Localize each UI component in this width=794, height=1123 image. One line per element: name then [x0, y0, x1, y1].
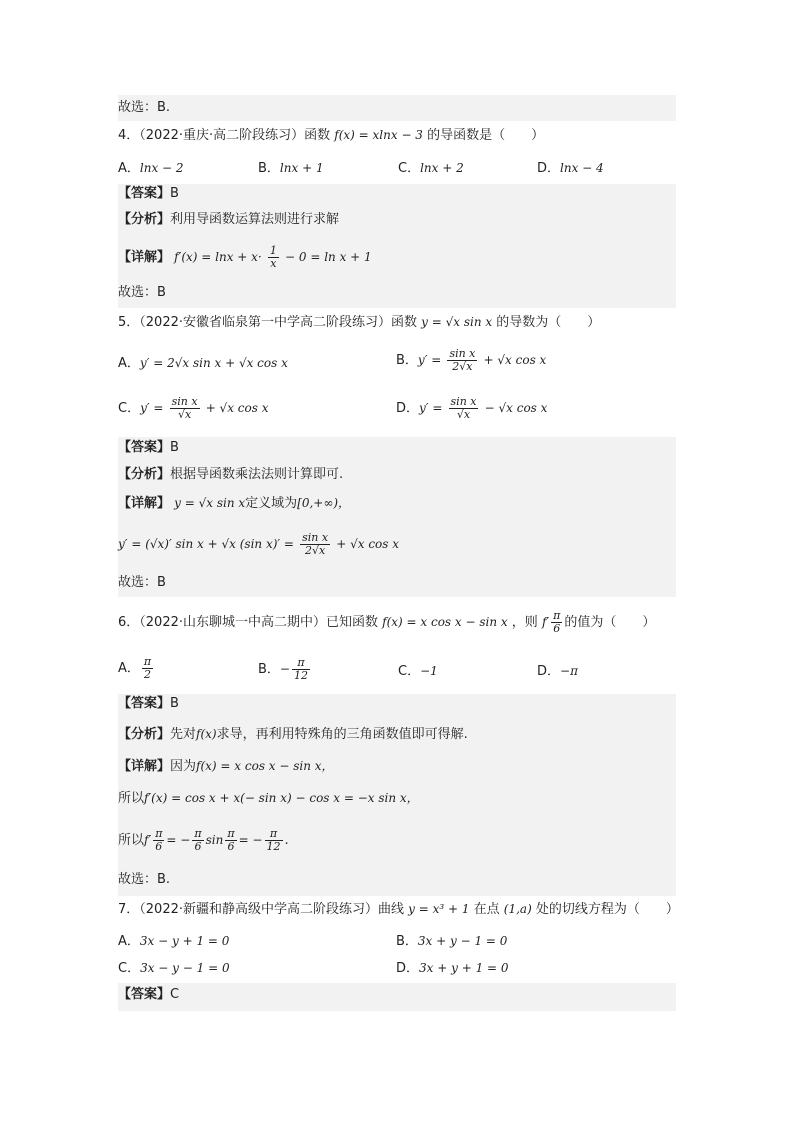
fraction: [153, 828, 164, 853]
option-value: y′ =: [140, 401, 164, 415]
q7-option-c: [118, 957, 230, 976]
option-label: D．: [537, 161, 561, 176]
option-value: + √x cos x: [205, 401, 269, 415]
detail-math: [0,+∞)，: [297, 496, 351, 510]
denominator: 2√x: [452, 360, 473, 373]
q6-choose: [118, 871, 676, 889]
option-label: C．: [118, 401, 141, 416]
point-expr: (1,a): [503, 902, 532, 916]
q5-choose: [118, 574, 676, 592]
q6-option-c: [398, 660, 438, 679]
option-label: A．: [118, 161, 140, 176]
option-label: C．: [398, 664, 421, 679]
q7-stem: [118, 900, 679, 919]
question-text: 的导数为（ ）: [496, 315, 601, 330]
option-label: B．: [396, 934, 418, 949]
q4-analysis: [118, 211, 676, 229]
q7-option-a: [118, 930, 229, 949]
option-value: 3x + y − 1 = 0: [417, 934, 508, 948]
analysis-tag: 【分析】: [118, 727, 171, 742]
detail-text: 定义域为: [245, 496, 298, 511]
numerator: π: [265, 828, 283, 841]
fraction: [300, 532, 330, 557]
option-value: −: [279, 662, 290, 676]
answer-value: C: [170, 987, 180, 1002]
fraction: [142, 656, 153, 681]
q5-option-d: [396, 391, 547, 426]
option-label: A．: [118, 356, 140, 371]
conclusion-text: 故选：B: [118, 575, 166, 590]
analysis-tag: 【分析】: [118, 467, 171, 482]
function-expr: y = √x sin x: [421, 315, 493, 329]
q5-analysis: [118, 466, 676, 484]
option-value: lnx + 1: [279, 161, 324, 175]
denominator: 6: [194, 840, 202, 853]
option-value: lnx − 4: [560, 161, 604, 175]
question-text: 的值为（ ）: [564, 615, 656, 630]
denominator: 12: [293, 669, 308, 682]
detail-text: .: [284, 833, 289, 848]
detail-text: 因为: [170, 759, 197, 774]
answer-tag: 【答案】: [118, 987, 171, 1002]
detail-math: = −: [166, 833, 191, 847]
option-value: 3x − y + 1 = 0: [139, 934, 230, 948]
fraction: [265, 828, 283, 853]
option-value: −1: [420, 664, 438, 678]
analysis-tag: 【分析】: [118, 212, 171, 227]
option-value: lnx + 2: [420, 161, 464, 175]
denominator: √x: [456, 408, 471, 421]
question-text: 处的切线方程为（ ）: [535, 902, 679, 917]
question-text: 6．（2022·山东聊城一中高二期中）已知函数: [118, 615, 378, 630]
numerator: sin x: [449, 347, 476, 360]
function-expr: f(x) = x cos x − sin x: [382, 615, 508, 629]
q7-answer: [118, 983, 676, 1011]
question-text: 的导函数是（ ）: [427, 128, 545, 143]
detail-math: y′ = (√x)′ sin x + √x (sin x)′ =: [118, 537, 294, 551]
q6-option-b: [258, 652, 312, 687]
numerator: π: [227, 827, 235, 840]
option-label: B．: [258, 161, 280, 176]
question-text: ，则: [511, 615, 538, 630]
q5-option-b: [396, 343, 546, 378]
option-value: + √x cos x: [483, 353, 547, 367]
conclusion-text: 故选：B: [118, 285, 166, 300]
q6-answer: [118, 695, 676, 713]
q6-stem: [118, 604, 676, 640]
denominator: √x: [177, 408, 192, 421]
q5-detail-2: [118, 526, 676, 562]
question-text: 7．（2022·新疆和静高级中学高二阶段练习）曲线: [118, 902, 404, 917]
detail-math: + √x cos x: [336, 537, 400, 551]
q5-option-a: [118, 352, 288, 371]
q4-choose: [118, 284, 676, 302]
question-text: 5．（2022·安徽省临泉第一中学高二阶段练习）函数: [118, 315, 417, 330]
numerator: π: [292, 657, 310, 670]
detail-math: f′(x) = cos x + x(− sin x) − cos x = −x sin x，: [144, 791, 419, 805]
detail-math: f′: [144, 833, 152, 847]
option-label: D．: [396, 961, 420, 976]
numerator: π: [194, 827, 202, 840]
analysis-text: 求导，再利用特殊角的三角函数值即可得解.: [216, 727, 468, 742]
function-expr: y = x³ + 1: [408, 902, 470, 916]
q4-stem: [118, 126, 676, 145]
option-value: y′ =: [419, 401, 443, 415]
numerator: π: [155, 827, 163, 840]
answer-value: B: [170, 186, 179, 201]
q6-analysis: [118, 725, 676, 744]
fraction: [551, 610, 562, 635]
question-text: 在点: [473, 902, 500, 917]
fraction: [268, 245, 279, 270]
q4-detail: [118, 240, 676, 274]
option-label: B．: [258, 662, 280, 677]
q5-answer: [118, 439, 676, 457]
question-text: 4．（2022·重庆·高二阶段练习）函数: [118, 128, 331, 143]
numerator: π: [143, 655, 152, 668]
answer-tag: 【答案】: [118, 186, 171, 201]
option-label: B．: [396, 353, 418, 368]
q5-stem: [118, 313, 676, 332]
detail-math: f′(x) = lnx + x·: [174, 250, 262, 264]
q5-solution-block: [118, 437, 676, 597]
fraction: [170, 396, 200, 421]
denominator: 12: [266, 840, 281, 853]
numerator: sin x: [450, 395, 477, 408]
q6-detail-1: [118, 757, 676, 776]
analysis-text: 先对: [170, 727, 197, 742]
detail-tag: 【详解】: [118, 250, 171, 265]
analysis-text: 根据导函数乘法法则计算即可.: [170, 467, 344, 482]
denominator: 2: [144, 668, 152, 681]
answer-value: B: [170, 440, 179, 455]
denominator: 6: [155, 840, 163, 853]
numerator: π: [553, 609, 561, 622]
q6-detail-2: [118, 789, 676, 808]
detail-math: − 0 = ln x + 1: [285, 250, 372, 264]
analysis-math: f(x): [196, 727, 217, 741]
q4-option-a: [118, 157, 184, 176]
q5-option-c: [118, 391, 268, 426]
option-label: A．: [118, 934, 140, 949]
q4-option-d: [537, 157, 604, 176]
detail-tag: 【详解】: [118, 759, 171, 774]
answer-value: B: [170, 696, 179, 711]
detail-text: 所以: [118, 833, 145, 848]
q6-detail-3: [118, 822, 676, 858]
analysis-text: 利用导函数运算法则进行求解: [170, 212, 340, 227]
option-value: y′ = 2√x sin x + √x cos x: [139, 356, 288, 370]
detail-math: f(x) = x cos x − sin x，: [196, 759, 334, 773]
q5-detail-1: [118, 494, 676, 513]
option-value: y′ =: [417, 353, 442, 367]
detail-math: sin: [205, 833, 224, 847]
option-value: − √x cos x: [484, 401, 548, 415]
fraction: [447, 348, 477, 373]
option-value: −π: [560, 664, 578, 678]
denominator: x: [270, 257, 277, 270]
q6-option-a: [118, 652, 155, 686]
detail-math: y = √x sin x: [174, 496, 246, 510]
q4-option-c: [398, 157, 464, 176]
answer-tag: 【答案】: [118, 440, 171, 455]
q4-answer: [118, 185, 676, 203]
option-label: C．: [398, 161, 421, 176]
fraction: [192, 828, 203, 853]
function-expr: f(x) = xlnx − 3: [334, 128, 423, 142]
q7-option-b: [396, 930, 507, 949]
numerator: 1: [269, 244, 277, 257]
denominator: 6: [227, 840, 235, 853]
option-label: A．: [118, 661, 140, 676]
q6-option-d: [537, 660, 578, 679]
option-value: lnx − 2: [139, 161, 184, 175]
q4-option-b: [258, 157, 324, 176]
denominator: 2√x: [305, 544, 326, 557]
option-label: C．: [118, 961, 141, 976]
q7-option-d: [396, 957, 509, 976]
detail-math: = −: [238, 833, 263, 847]
conclusion-text: 故选：B.: [118, 872, 171, 887]
answer-tag: 【答案】: [118, 696, 171, 711]
option-label: D．: [537, 664, 561, 679]
option-value: 3x − y − 1 = 0: [140, 961, 230, 975]
numerator: sin x: [171, 395, 198, 408]
option-label: D．: [396, 401, 420, 416]
fraction: [225, 828, 236, 853]
fraction: [449, 396, 479, 421]
detail-tag: 【详解】: [118, 496, 171, 511]
denominator: 6: [553, 622, 561, 635]
option-value: 3x + y + 1 = 0: [419, 961, 509, 975]
detail-text: 所以: [118, 791, 145, 806]
function-expr: f′: [541, 615, 550, 629]
conclusion-text: 故选：B.: [118, 100, 171, 115]
fraction: [292, 657, 310, 682]
numerator: sin x: [302, 531, 329, 544]
q3-conclusion: [118, 95, 676, 121]
